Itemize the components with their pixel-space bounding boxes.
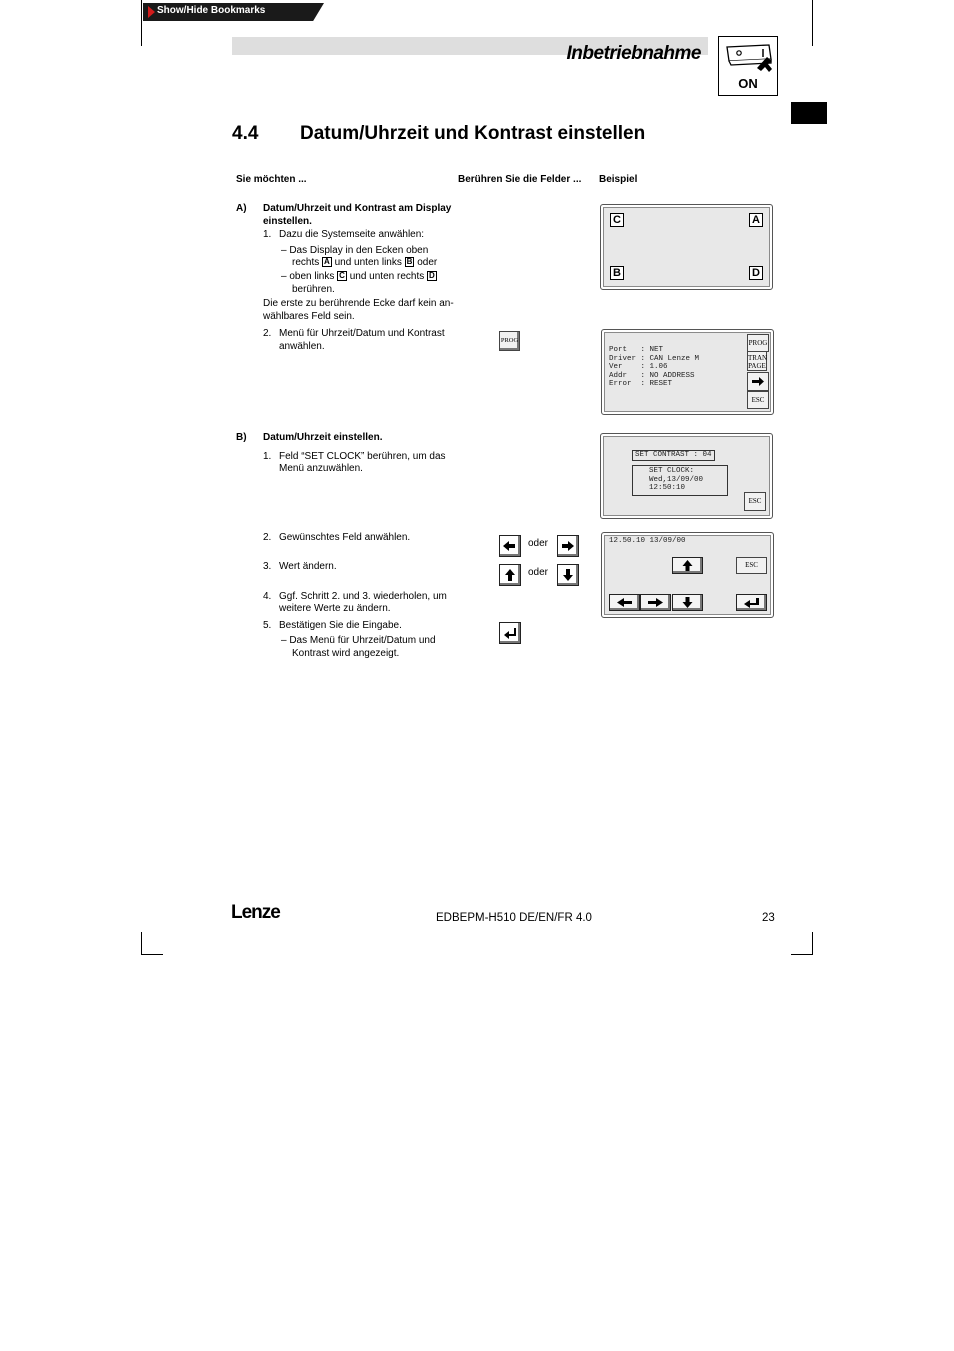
arrow-left-icon — [500, 536, 520, 556]
step-a-heading-2: einstellen. — [263, 216, 312, 227]
step-a-heading: Datum/Uhrzeit und Kontrast am Display — [263, 203, 452, 214]
next-page-button[interactable] — [747, 372, 769, 391]
arrow-down-icon — [673, 595, 702, 610]
step-b5-text: Bestätigen Sie die Eingabe. — [279, 620, 402, 631]
step-b5-detail-2: Kontrast wird angezeigt. — [292, 648, 400, 659]
step-b3-text: Wert ändern. — [279, 561, 337, 572]
arrow-left-key[interactable] — [499, 535, 521, 557]
step-a1-text: Dazu die Systemseite anwählen: — [279, 229, 425, 240]
arrow-left-icon — [610, 595, 639, 610]
tran-page-button[interactable] — [747, 351, 767, 371]
corner-b[interactable]: B — [610, 266, 624, 280]
step-a1-detail: – Das Display in den Ecken oben — [281, 245, 429, 256]
step-a-note: Die erste zu berührende Ecke darf kein an- — [263, 298, 454, 309]
set-clock-field[interactable]: SET CLOCK: Wed,13/09/00 12:50:10 — [632, 465, 728, 496]
page-number: 23 — [762, 912, 775, 924]
step-b1-number: 1. — [263, 451, 272, 462]
esc-button[interactable]: ESC — [747, 391, 769, 409]
step-b4-text: Ggf. Schritt 2. und 3. wiederholen, um — [279, 591, 447, 602]
step-a-note-2: wählbares Feld sein. — [263, 311, 355, 322]
step-a1-detail-4: berühren. — [292, 284, 335, 295]
editor-down-button[interactable] — [672, 594, 703, 611]
crop-mark — [791, 954, 813, 955]
enter-icon — [500, 623, 520, 643]
arrow-right-icon — [641, 595, 670, 610]
step-b-heading: Datum/Uhrzeit einstellen. — [263, 432, 383, 443]
step-b1-text: Feld “SET CLOCK” berühren, um das — [279, 451, 446, 462]
step-b3-number: 3. — [263, 561, 272, 572]
step-a2-text-2: anwählen. — [279, 341, 325, 352]
arrow-down-key[interactable] — [557, 564, 579, 586]
step-b2-text: Gewünschtes Feld anwählen. — [279, 532, 411, 543]
bookmark-arrow-icon — [148, 6, 155, 18]
arrow-right-key[interactable] — [557, 535, 579, 557]
show-hide-bookmarks-label[interactable]: Show/Hide Bookmarks — [157, 5, 266, 16]
arrow-right-icon — [748, 373, 768, 390]
step-b-letter: B) — [236, 432, 247, 443]
arrow-down-icon — [558, 565, 578, 585]
crop-mark — [141, 932, 142, 955]
section-number: 4.4 — [232, 123, 259, 144]
step-a1-detail-3: – oben links C und unten rechts D — [281, 271, 435, 282]
enter-icon — [737, 595, 766, 610]
crop-mark — [141, 954, 163, 955]
step-a2-text: Menü für Uhrzeit/Datum und Kontrast — [279, 328, 445, 339]
step-b4-number: 4. — [263, 591, 272, 602]
step-b5-number: 5. — [263, 620, 272, 631]
step-b5-detail: – Das Menü für Uhrzeit/Datum und — [281, 635, 436, 646]
editor-right-button[interactable] — [640, 594, 671, 611]
step-a1-number: 1. — [263, 229, 272, 240]
prog-button[interactable]: PROG — [747, 334, 769, 352]
oder-label: oder — [528, 567, 549, 578]
crop-mark — [812, 0, 813, 46]
page-label: PAGE — [748, 362, 766, 370]
column-header-beruehren: Berühren Sie die Felder ... — [458, 174, 582, 185]
document-id: EDBEPM-H510 DE/EN/FR 4.0 — [436, 912, 592, 924]
prog-touch-key[interactable]: PROG — [499, 331, 520, 351]
arrow-up-key[interactable] — [499, 564, 521, 586]
chapter-marker-tab — [791, 102, 827, 124]
tran-label: TRAN — [748, 354, 768, 362]
crop-mark — [141, 0, 142, 46]
crop-mark — [812, 932, 813, 955]
enter-key[interactable] — [499, 622, 521, 644]
editor-left-button[interactable] — [609, 594, 640, 611]
system-info-text: Port : NET Driver : CAN Lenze M Ver : 1.06 Addr : NO ADDRESS Error : RESET — [609, 346, 700, 389]
section-title: Datum/Uhrzeit und Kontrast einstellen — [300, 123, 646, 144]
column-header-beispiel: Beispiel — [599, 174, 638, 185]
oder-label: oder — [528, 538, 549, 549]
step-a-letter: A) — [236, 203, 247, 214]
display-corners — [600, 204, 773, 290]
step-b2-number: 2. — [263, 532, 272, 543]
step-b1-text-2: Menü anzuwählen. — [279, 463, 363, 474]
step-a1-detail-2: rechts A und unten links B oder — [292, 257, 438, 268]
on-label: ON — [738, 76, 758, 91]
arrow-up-icon — [673, 558, 702, 573]
chapter-title: Inbetriebnahme — [566, 43, 701, 64]
set-contrast-field[interactable]: SET CONTRAST : 04 — [632, 450, 715, 461]
arrow-right-icon — [558, 536, 578, 556]
editor-up-button[interactable] — [672, 557, 703, 574]
step-a2-number: 2. — [263, 328, 272, 339]
esc-button[interactable]: ESC — [736, 557, 767, 574]
esc-button[interactable]: ESC — [744, 492, 766, 511]
corner-c[interactable]: C — [610, 213, 624, 227]
step-b4-text-2: weitere Werte zu ändern. — [279, 603, 391, 614]
column-header-sie-moechten: Sie möchten ... — [236, 174, 307, 185]
lenze-logo: Lenze — [231, 902, 280, 923]
corner-d[interactable]: D — [749, 266, 763, 280]
editor-enter-button[interactable] — [736, 594, 767, 611]
corner-a[interactable]: A — [749, 213, 763, 227]
arrow-up-icon — [500, 565, 520, 585]
clock-readout: 12.50.10 13/09/00 — [609, 537, 686, 545]
